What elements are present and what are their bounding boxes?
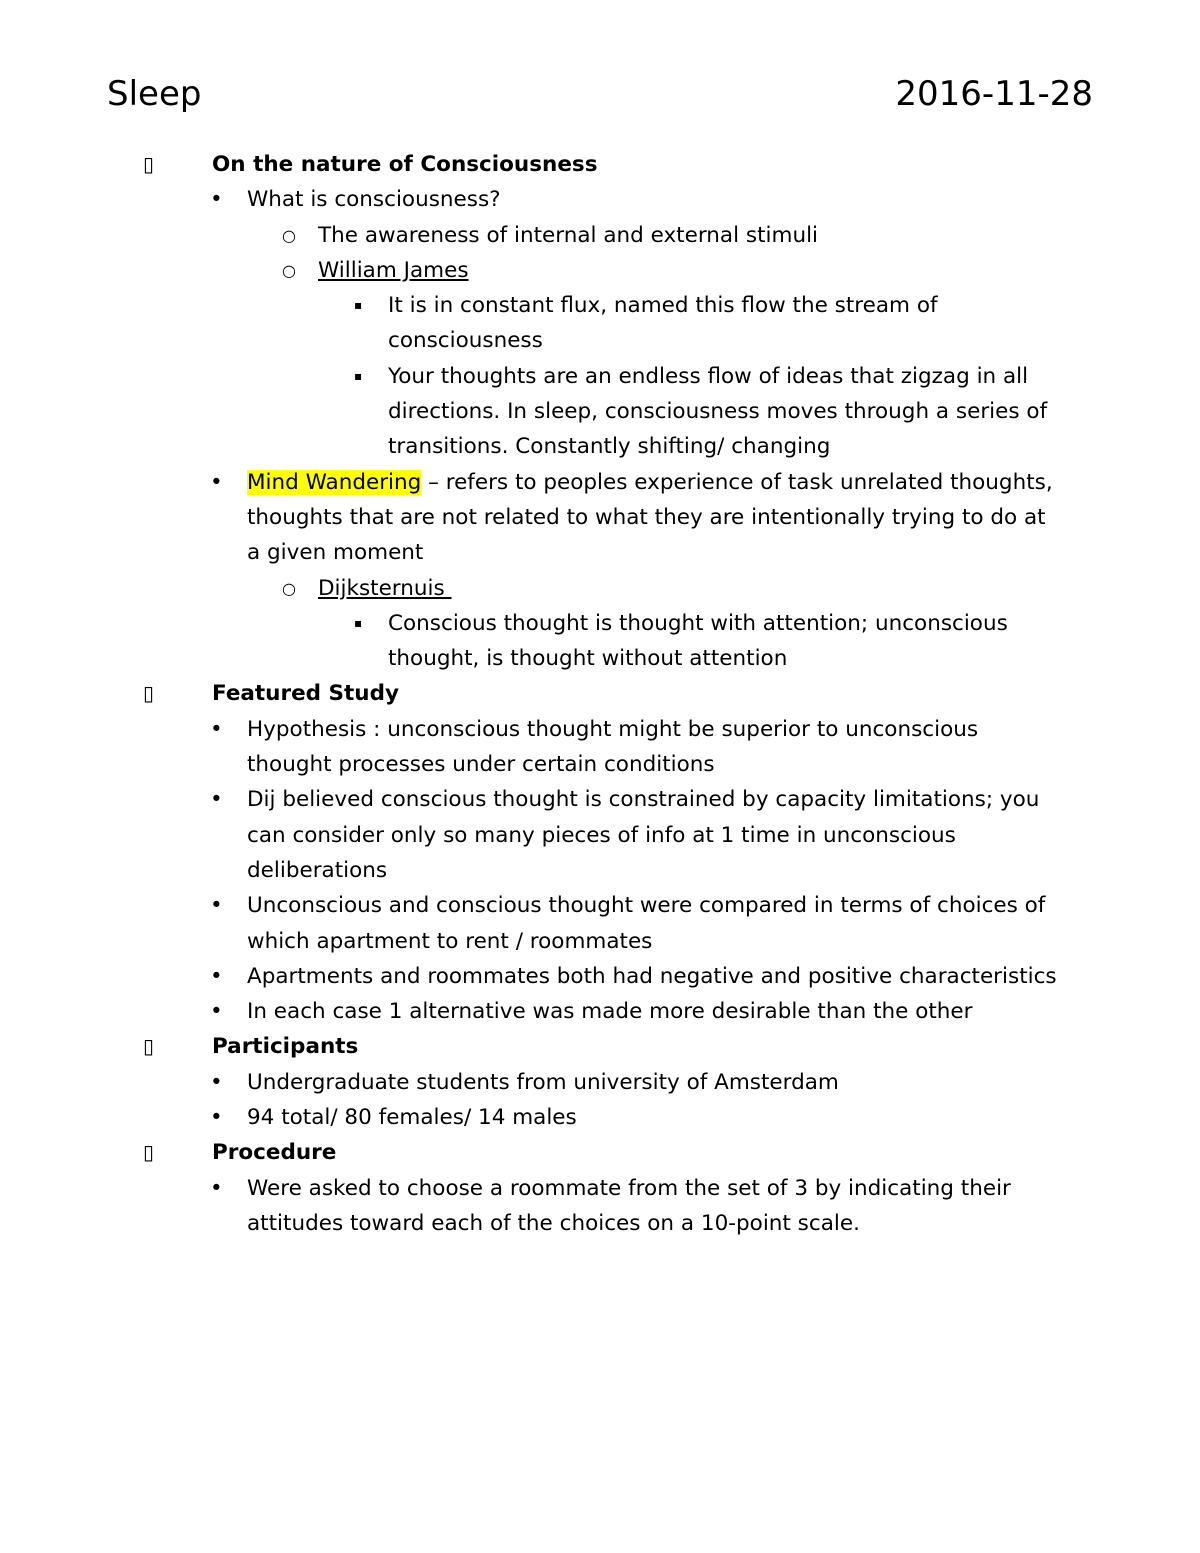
bullet-item bbox=[0, 465, 1200, 571]
section-title: Participants bbox=[212, 1034, 359, 1060]
section-heading bbox=[0, 1029, 1200, 1064]
sub-sub-bullet-item bbox=[0, 606, 1200, 677]
square-bullet-icon: ▪ bbox=[354, 298, 363, 313]
page-title: Sleep bbox=[107, 74, 202, 114]
sub-sub-bullet-text: Your thoughts are an endless flow of ideas that zigzag in all directions. In sleep, consciousness moves through a series of transitions. Constantly shifting/ changing bbox=[388, 363, 1048, 460]
bullet-text: What is consciousness? bbox=[247, 187, 501, 213]
sub-bullet-item bbox=[0, 571, 1200, 606]
sub-sub-bullet-text: Conscious thought is thought with attention; unconscious thought, is thought without attention bbox=[388, 610, 1008, 672]
bullet-text: Undergraduate students from university of Amsterdam bbox=[247, 1069, 839, 1095]
sub-bullet-text: William James bbox=[318, 257, 469, 283]
section-title: On the nature of Consciousness bbox=[212, 152, 598, 177]
sub-bullet-item bbox=[0, 218, 1200, 253]
bullet-item bbox=[0, 182, 1200, 217]
bullet-item bbox=[0, 959, 1200, 994]
section-title: Featured Study bbox=[212, 681, 400, 707]
bullet-item bbox=[0, 1171, 1200, 1242]
bullet-item bbox=[0, 782, 1200, 888]
bullet-icon: • bbox=[210, 1175, 223, 1201]
bullet-text: Were asked to choose a roommate from the set of 3 by indicating their attitudes toward each of the choices on a 10-point scale. bbox=[247, 1175, 1011, 1236]
bullet-text: Unconscious and conscious thought were compared in terms of choices of which apartment to rent / roommates bbox=[247, 893, 1046, 954]
bullet-icon: • bbox=[210, 187, 223, 213]
circle-bullet-icon: ○ bbox=[282, 578, 296, 598]
page-header bbox=[107, 72, 1093, 116]
section-heading bbox=[0, 147, 1200, 182]
section-marker-icon: ▯ bbox=[143, 681, 155, 706]
bullet-icon: • bbox=[210, 787, 223, 813]
section-heading bbox=[0, 676, 1200, 711]
section-marker-icon: ▯ bbox=[143, 152, 155, 176]
sub-bullet-text: The awareness of internal and external stimuli bbox=[318, 222, 819, 248]
sub-sub-bullet-item bbox=[0, 359, 1200, 465]
section-title: Procedure bbox=[212, 1140, 337, 1166]
square-bullet-icon: ▪ bbox=[354, 368, 363, 383]
bullet-icon: • bbox=[210, 1105, 223, 1131]
bullet-icon: • bbox=[210, 893, 223, 919]
bullet-item bbox=[0, 1065, 1200, 1100]
page-date: 2016-11-28 bbox=[895, 74, 1093, 114]
bullet-text: In each case 1 alternative was made more desirable than the other bbox=[247, 999, 973, 1025]
bullet-text: Dij believed conscious thought is constrained by capacity limitations; you can consider only so many pieces of info at 1 time in unconscious deliberations bbox=[247, 787, 1040, 883]
bullet-icon: • bbox=[210, 716, 223, 742]
sub-bullet-text: Dijksternuis bbox=[318, 575, 452, 601]
bullet-icon: • bbox=[210, 963, 223, 989]
sub-sub-bullet-item bbox=[0, 288, 1200, 359]
bullet-text: 94 total/ 80 females/ 14 males bbox=[247, 1105, 577, 1131]
bullet-icon: • bbox=[210, 469, 223, 495]
circle-bullet-icon: ○ bbox=[282, 260, 296, 280]
section-marker-icon: ▯ bbox=[143, 1140, 155, 1165]
bullet-text: Apartments and roommates both had negative and positive characteristics bbox=[247, 963, 1057, 989]
section-heading bbox=[0, 1135, 1200, 1170]
bullet-item bbox=[0, 712, 1200, 783]
bullet-item bbox=[0, 888, 1200, 959]
bullet-icon: • bbox=[210, 1069, 223, 1095]
sub-bullet-item bbox=[0, 253, 1200, 288]
sub-sub-bullet-text: It is in constant flux, named this flow the stream of consciousness bbox=[388, 293, 938, 354]
bullet-text: – refers to peoples experience of task unrelated thoughts, thoughts that are not related to what they are intentionally trying to do at a given moment bbox=[247, 469, 1053, 566]
bullet-icon: • bbox=[210, 999, 223, 1025]
highlighted-term: Mind Wandering bbox=[247, 469, 422, 495]
section-marker-icon: ▯ bbox=[143, 1034, 155, 1059]
bullet-item bbox=[0, 994, 1200, 1029]
circle-bullet-icon: ○ bbox=[282, 225, 296, 245]
bullet-item bbox=[0, 1100, 1200, 1135]
bullet-text: Hypothesis : unconscious thought might be superior to unconscious thought processes under certain conditions bbox=[247, 716, 979, 778]
notes-outline bbox=[0, 147, 1200, 1241]
square-bullet-icon: ▪ bbox=[354, 615, 363, 630]
